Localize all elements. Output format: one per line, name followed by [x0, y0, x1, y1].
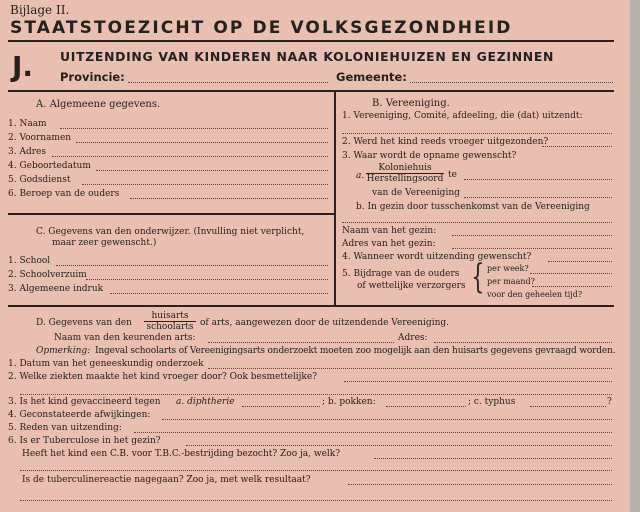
- d-q3-label: 3. Is het kind gevaccineerd tegen: [8, 397, 161, 407]
- b-q2-label: 2. Werd het kind reeds vroeger uitgezonden?: [342, 137, 549, 147]
- b-koloniehuis-fraction: [366, 163, 444, 184]
- c-schoolverzuim-label: 2. Schoolverzuim: [8, 270, 87, 280]
- b-q5-line2: of wettelijke verzorgers: [357, 281, 466, 291]
- a-godsdienst-label: 5. Godsdienst: [8, 175, 71, 185]
- b-te-label: te: [448, 170, 457, 180]
- d-q7-field-cont[interactable]: [20, 500, 612, 501]
- b-q3-label: 3. Waar wordt de opname gewenscht?: [342, 151, 517, 161]
- b-q2-field[interactable]: [542, 146, 612, 147]
- b-per-week: per week?: [487, 264, 529, 273]
- a-godsdienst-field[interactable]: [82, 184, 328, 185]
- b-q3b-field[interactable]: [342, 222, 612, 223]
- a-voornamen-label: 2. Voornamen: [8, 133, 72, 143]
- section-c-subtitle: maar zeer gewenscht.): [52, 238, 157, 248]
- d-q2-label: 2. Welke ziekten maakte het kind vroeger door? Ook besmettelijke?: [8, 372, 318, 382]
- a-naam-field[interactable]: [60, 128, 328, 129]
- a-geboortedatum-field[interactable]: [96, 170, 328, 171]
- d-q6b-field-cont[interactable]: [20, 470, 612, 471]
- d-arts-fraction: [144, 311, 196, 332]
- provincie-field[interactable]: [128, 82, 328, 83]
- a-adres-label: 3. Adres: [8, 147, 46, 157]
- section-d-rule: [8, 305, 614, 307]
- form-letter: J.: [12, 50, 34, 83]
- b-q1-field[interactable]: [342, 133, 612, 134]
- d-q2-field-cont[interactable]: [20, 394, 612, 395]
- c-school-field[interactable]: [56, 265, 328, 266]
- d-q3b-label: ; b. pokken:: [322, 397, 376, 407]
- gemeente-field[interactable]: [410, 82, 613, 83]
- column-divider: [334, 92, 336, 306]
- b-koloniehuis: Koloniehuis: [366, 163, 444, 174]
- title-rule: [8, 40, 614, 42]
- d-q6b-label: Heeft het kind een C.B. voor T.B.C.-bestrijding bezocht? Zoo ja, welk?: [22, 449, 341, 459]
- b-te-field[interactable]: [464, 179, 612, 180]
- b-q5-line1: 5. Bijdrage van de ouders: [342, 269, 460, 279]
- a-voornamen-field[interactable]: [76, 142, 328, 143]
- d-q6-label: 6. Is er Tuberculose in het gezin?: [8, 436, 161, 446]
- d-q7-field[interactable]: [348, 484, 612, 485]
- form-subtitle: UITZENDING VAN KINDEREN NAAR KOLONIEHUIZEN EN GEZINNEN: [60, 49, 555, 64]
- b-q3b-label: b. In gezin door tusschenkomst van de Vereeniging: [356, 202, 590, 212]
- section-a-title: A. Algemeene gegevens.: [36, 99, 161, 110]
- d-keurende-adres-field[interactable]: [434, 342, 612, 343]
- d-q3-end: ?: [607, 397, 612, 407]
- a-naam-label: 1. Naam: [8, 119, 47, 129]
- d-opmerking-label: Opmerking:: [36, 346, 91, 356]
- c-schoolverzuim-field[interactable]: [86, 279, 328, 280]
- section-d-title-pre: D. Gegevens van den: [36, 318, 132, 328]
- d-schoolarts: schoolarts: [146, 322, 194, 332]
- b-geheel: voor den geheelen tijd?: [487, 290, 583, 299]
- b-gezin-adres-label: Adres van het gezin:: [342, 239, 436, 249]
- d-opmerking-text: Ingeval schoolarts of Vereenigingsarts onderzoekt moeten zoo mogelijk aan den huisarts gegevens gevraagd worden.: [95, 346, 616, 356]
- d-q1-label: 1. Datum van het geneeskundig onderzoek: [8, 359, 204, 369]
- d-keurende-naam-label: Naam van den keurenden arts:: [54, 333, 196, 343]
- d-q3c-label: ; c. typhus: [468, 397, 516, 407]
- b-gezin-adres-field[interactable]: [452, 248, 612, 249]
- d-keurende-naam-field[interactable]: [208, 342, 394, 343]
- d-q4-label: 4. Geconstateerde afwijkingen:: [8, 410, 151, 420]
- d-q3c-field[interactable]: [530, 406, 606, 407]
- d-huisarts: huisarts: [144, 311, 196, 322]
- b-q4-field[interactable]: [548, 261, 612, 262]
- section-d-title-post: of arts, aangewezen door de uitzendende Vereeniging.: [200, 318, 449, 328]
- d-q6-field[interactable]: [186, 445, 612, 446]
- b-q4-label: 4. Wanneer wordt uitzending gewenscht?: [342, 252, 532, 262]
- scan-edge: [630, 0, 640, 512]
- d-q1-field[interactable]: [208, 368, 612, 369]
- c-indruk-field[interactable]: [110, 293, 328, 294]
- a-beroep-field[interactable]: [130, 198, 328, 199]
- d-q5-field[interactable]: [134, 432, 612, 433]
- b-per-maand-field[interactable]: [532, 286, 612, 287]
- d-q3b-field[interactable]: [386, 406, 466, 407]
- document-title: STAATSTOEZICHT OP DE VOLKSGEZONDHEID: [10, 18, 513, 38]
- d-q2-field[interactable]: [344, 381, 612, 382]
- b-gezin-naam-label: Naam van het gezin:: [342, 226, 437, 236]
- bijlage-label: Bijlage II.: [10, 3, 70, 17]
- b-q5-brace: {: [471, 257, 485, 297]
- c-school-label: 1. School: [8, 256, 51, 266]
- d-q7-label: Is de tuberculinereactie nagegaan? Zoo ja, met welk resultaat?: [22, 475, 311, 485]
- d-q3a-field[interactable]: [242, 406, 320, 407]
- a-adres-field[interactable]: [52, 156, 328, 157]
- section-c-title: C. Gegevens van den onderwijzer. (Invulling niet verplicht,: [36, 227, 305, 237]
- b-herstellingsoord: Herstellingsoord: [366, 174, 444, 184]
- b-per-week-field[interactable]: [530, 273, 612, 274]
- d-keurende-adres-label: Adres:: [398, 333, 428, 343]
- gemeente-label: Gemeente:: [336, 70, 407, 84]
- section-a-c-divider: [8, 213, 334, 215]
- d-q4-field[interactable]: [162, 419, 612, 420]
- b-q1-label: 1. Vereeniging, Comité, afdeeling, die (dat) uitzendt:: [342, 111, 583, 121]
- b-vereeniging-field[interactable]: [464, 197, 612, 198]
- c-indruk-label: 3. Algemeene indruk: [8, 284, 104, 294]
- b-gezin-naam-field[interactable]: [452, 235, 612, 236]
- a-geboortedatum-label: 4. Geboortedatum: [8, 161, 91, 171]
- section-b-title: B. Vereeniging.: [372, 98, 450, 109]
- header-rule: [8, 90, 614, 92]
- d-q6b-field[interactable]: [374, 458, 612, 459]
- a-beroep-label: 6. Beroep van de ouders: [8, 189, 120, 199]
- d-q3a-label: a. diphtherie: [176, 397, 235, 407]
- provincie-label: Provincie:: [60, 70, 125, 84]
- d-q5-label: 5. Reden van uitzending:: [8, 423, 122, 433]
- b-a-line2: van de Vereeniging: [372, 188, 460, 198]
- b-q3a-label: a.: [356, 171, 365, 181]
- b-per-maand: per maand?: [487, 277, 535, 286]
